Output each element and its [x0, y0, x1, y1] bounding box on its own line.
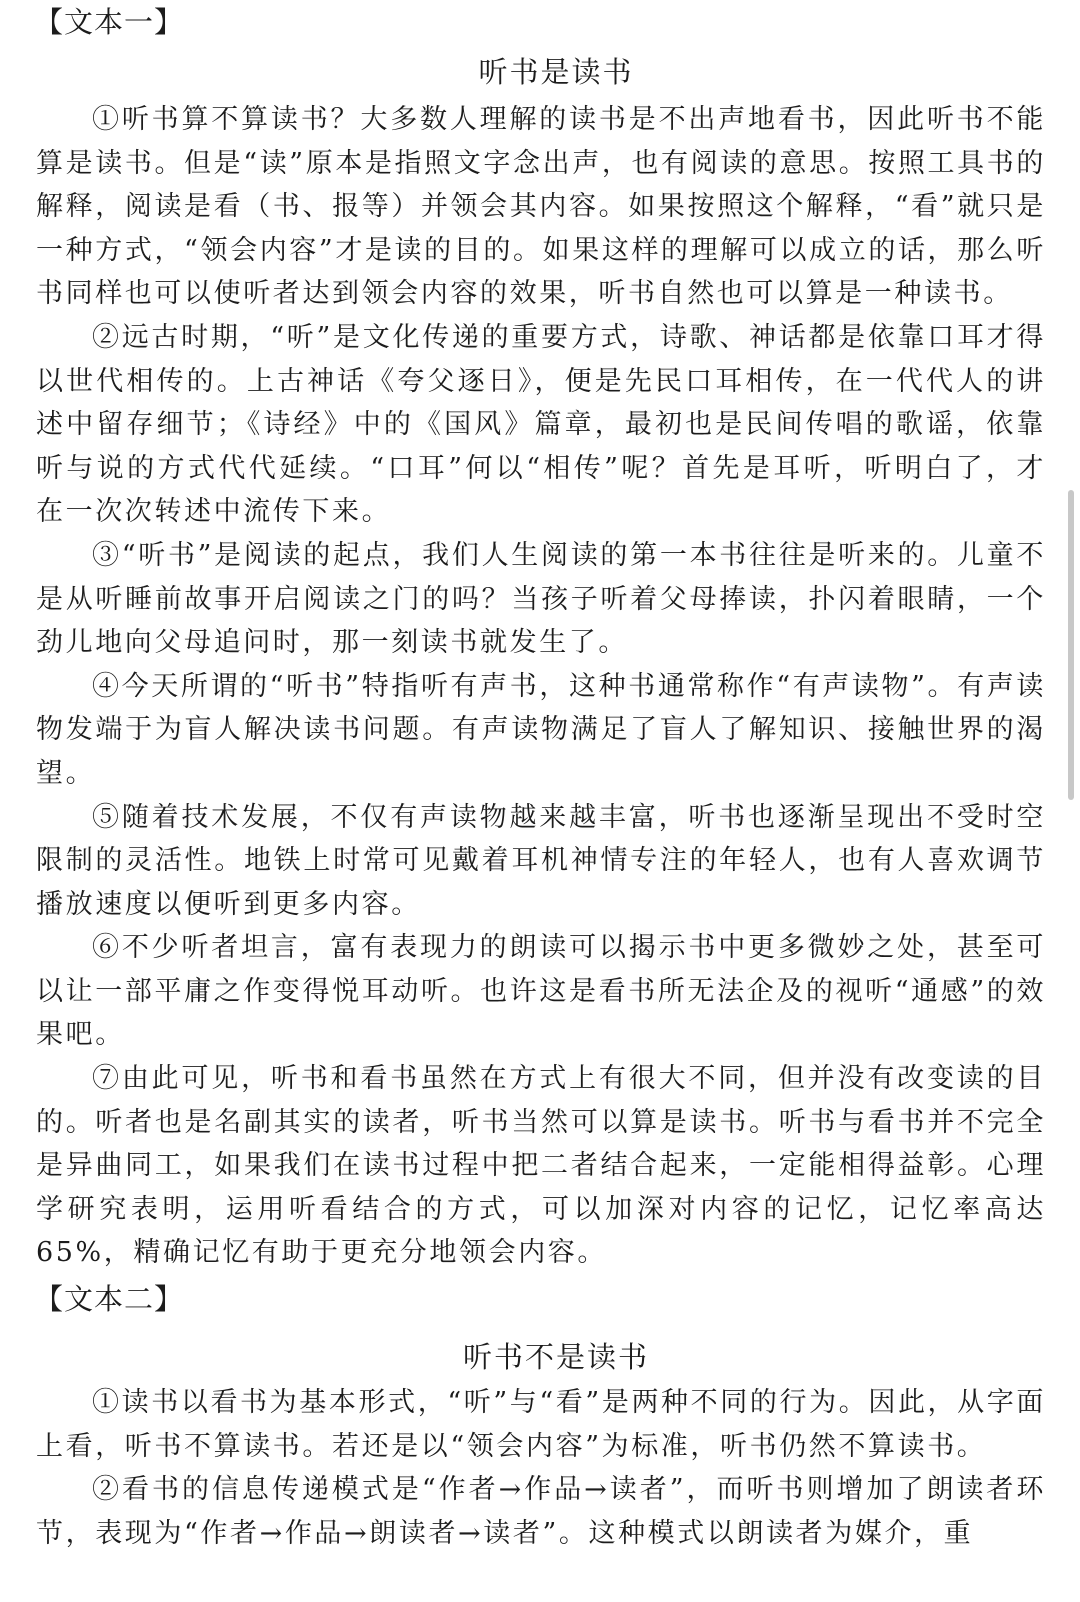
text1-paragraph-5: ⑤随着技术发展，不仅有声读物越来越丰富，听书也逐渐呈现出不受时空限制的灵活性。地铁上时常可见戴着耳机神情专注的年轻人，也有人喜欢调节播放速度以便听到更多内容。 — [36, 801, 1046, 920]
text1-paragraph-3: ③“听书”是阅读的起点，我们人生阅读的第一本书往往是听来的。儿童不是从听睡前故事开启阅读之门的吗？当孩子听着父母捧读，扑闪着眼睛，一个劲儿地向父母追问时，那一刻读书就发生了。 — [36, 539, 1046, 659]
text2-paragraph-1: ①读书以看书为基本形式，“听”与“看”是两种不同的行为。因此，从字面上看，听书不算读书。若还是以“领会内容”为标准，听书仍然不算读书。 — [36, 1387, 1046, 1462]
text1-label: 【文本一】 — [34, 5, 185, 39]
text1-paragraph-4: ④今天所谓的“听书”特指听有声书，这种书通常称作“有声读物”。有声读物发端于为盲人解决读书问题。有声读物满足了盲人了解知识、接触世界的渴望。 — [36, 670, 1046, 789]
text2-label: 【文本二】 — [34, 1282, 185, 1317]
text1-paragraph-6: ⑥不少听者坦言，富有表现力的朗读可以揭示书中更多微妙之处，甚至可以让一部平庸之作变得悦耳动听。也许这是看书所无法企及的视听“通感”的效果吧。 — [36, 932, 1046, 1051]
text1-title: 听书是读书 — [478, 55, 634, 89]
scrollbar[interactable] — [1068, 490, 1074, 800]
text2-paragraph-2: ②看书的信息传递模式是“作者→作品→读者”，而听书则增加了朗读者环节，表现为“作者→作品→朗读者→读者”。这种模式以朗读者为媒介，重 — [36, 1474, 1046, 1549]
text1-paragraph-1: ①听书算不算读书？大多数人理解的读书是不出声地看书，因此听书不能算是读书。但是“读”原本是指照文字念出声，也有阅读的意思。按照工具书的解释，阅读是看（书、报等）并领会其内容。如果按照这个解释，“看”就只是一种方式，“领会内容”才是读的目的。如果这样的理解可以成立的话，那么听书同样也可以使听者达到领会内容的效果，听书自然也可以算是一种读书。 — [36, 104, 1046, 310]
text2-title: 听书不是读书 — [462, 1340, 649, 1375]
text1-paragraph-2: ②远古时期，“听”是文化传递的重要方式，诗歌、神话都是依靠口耳才得以世代相传的。上古神话《夸父逐日》，便是先民口耳相传，在一代代人的讲述中留存细节；《诗经》中的《国风》篇章，最初也是民间传唱的歌谣，依靠听与说的方式代代延续。“口耳”何以“相传”呢？首先是耳听，听明白了，才在一次次转述中流传下来。 — [36, 321, 1046, 528]
text1-paragraph-7: ⑦由此可见，听书和看书虽然在方式上有很大不同，但并没有改变读的目的。听者也是名副其实的读者，听书当然可以算是读书。听书与看书并不完全是异曲同工，如果我们在读书过程中把二者结合起来，一定能相得益彰。心理学研究表明，运用听看结合的方式，可以加深对内容的记忆，记忆率高达65%，精确记忆有助于更充分地领会内容。 — [36, 1063, 1046, 1269]
